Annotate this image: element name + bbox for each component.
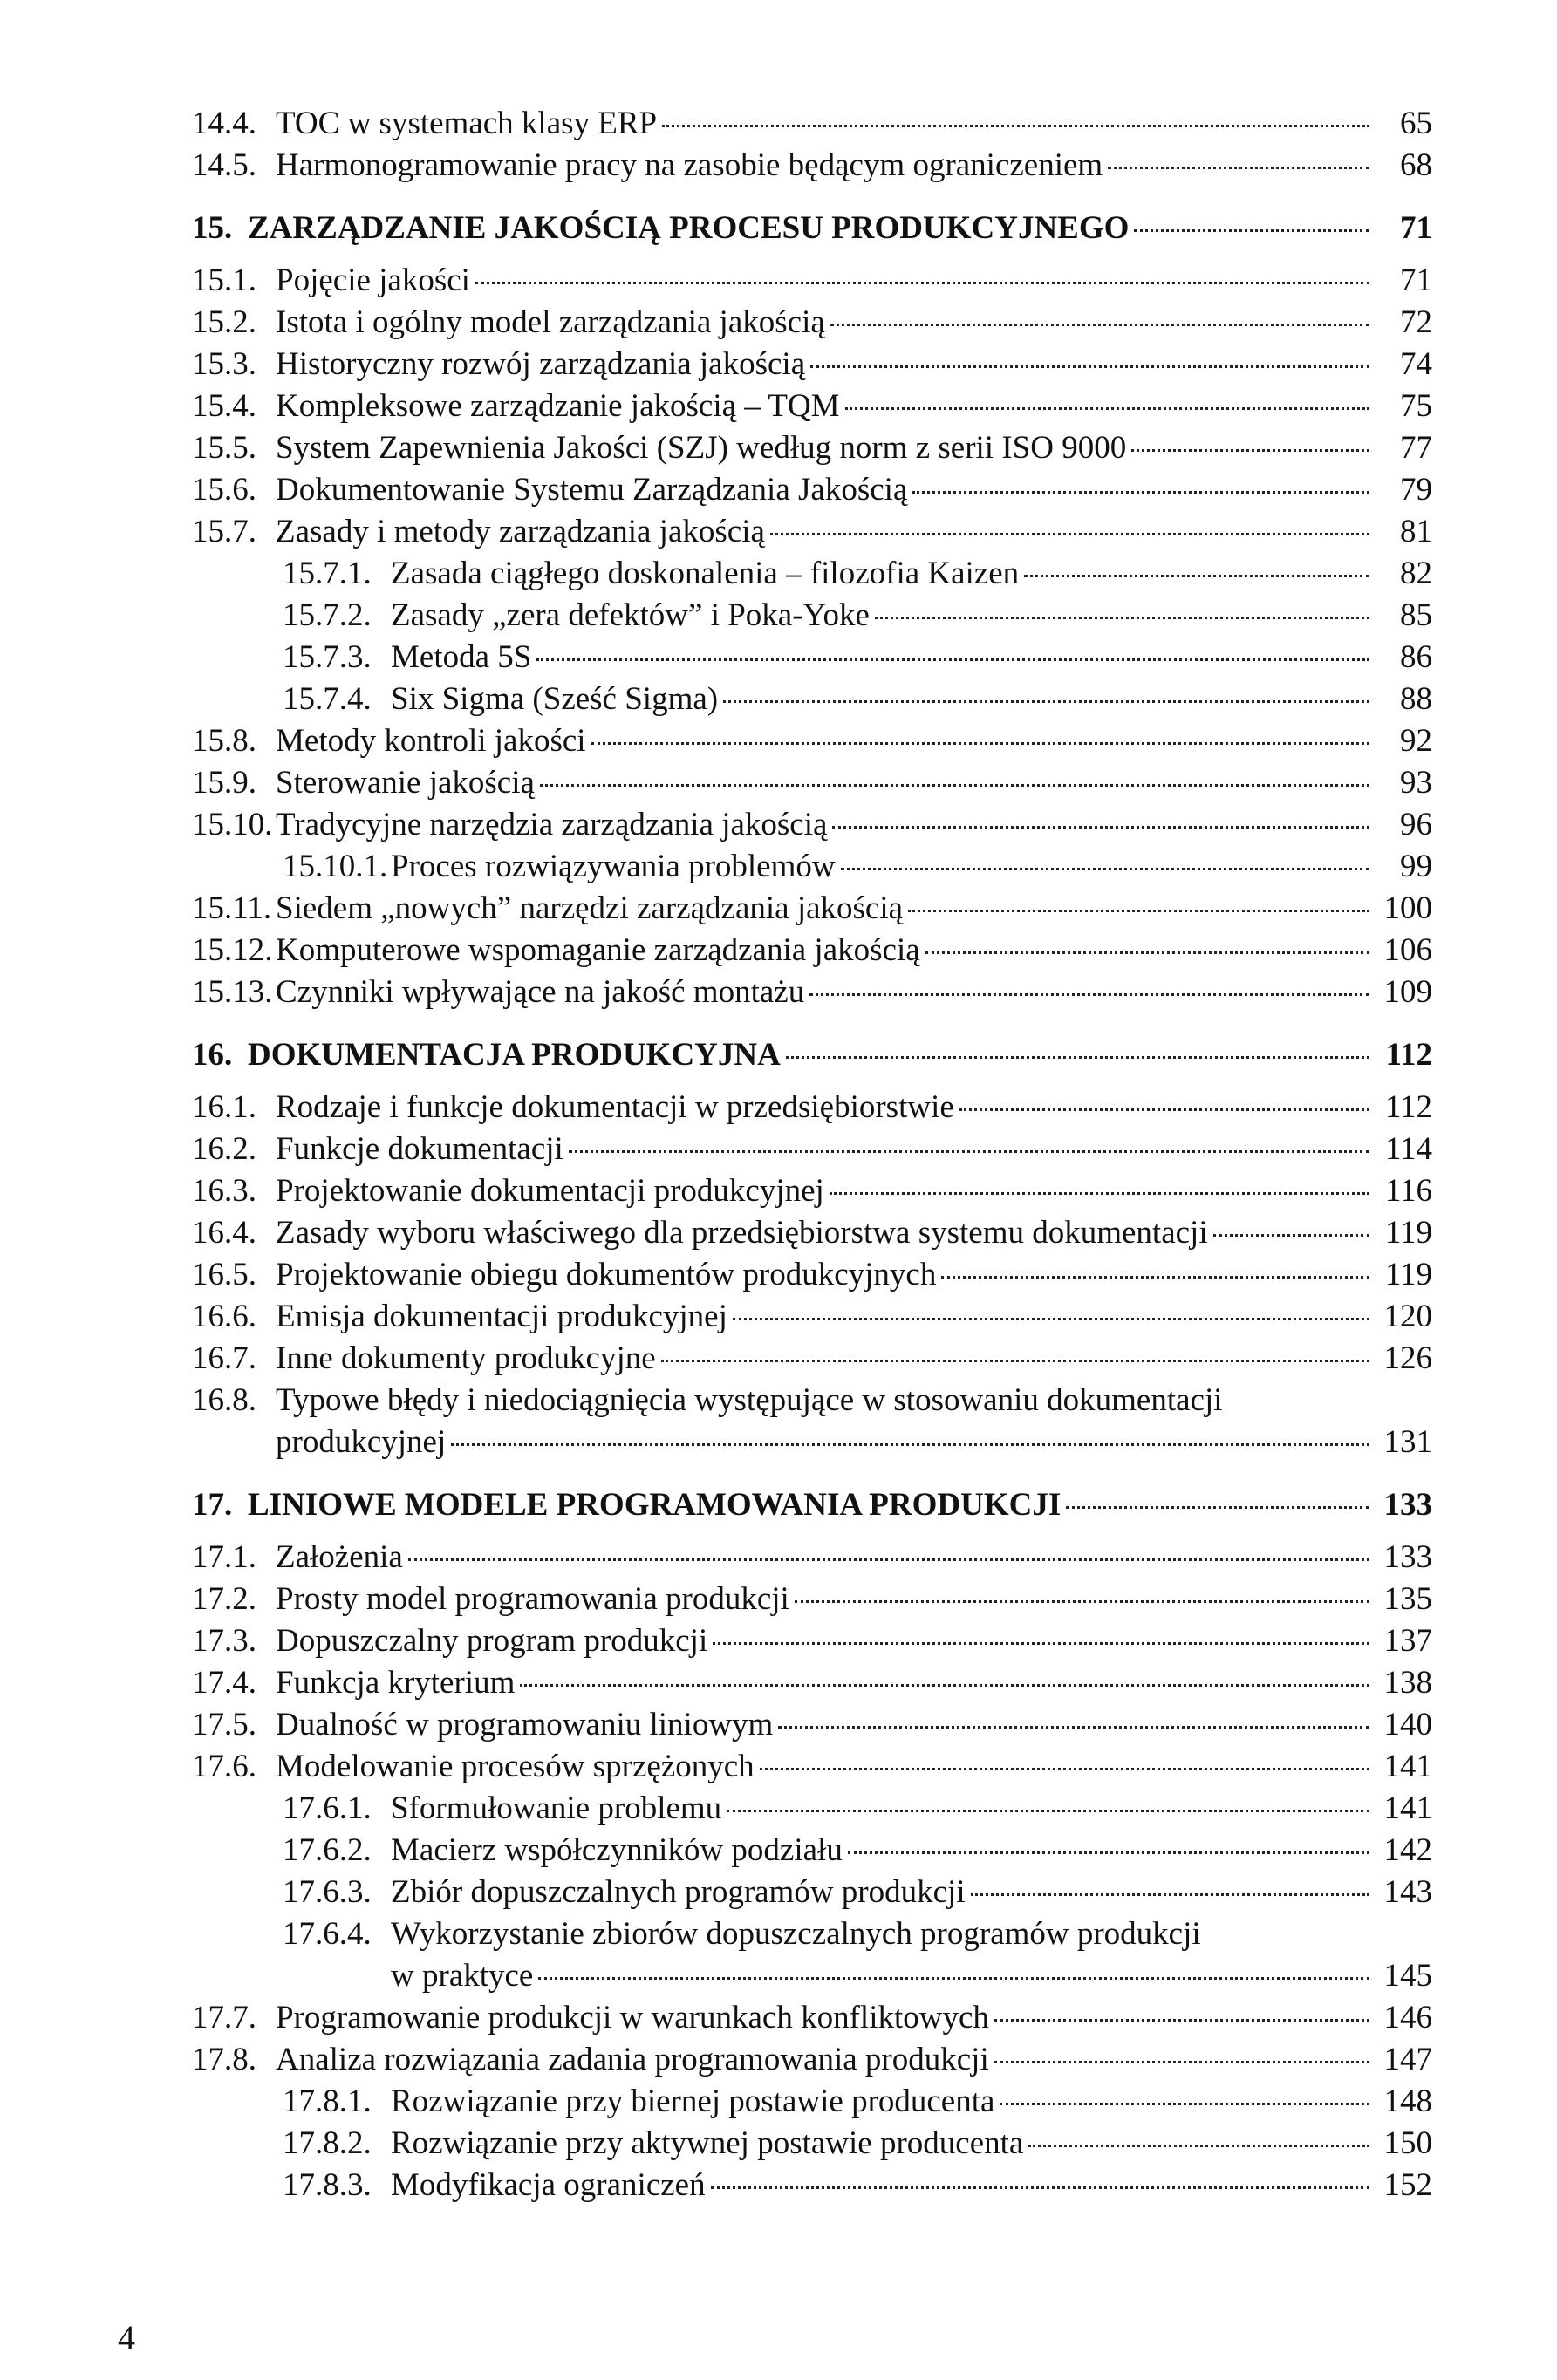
toc-entry-title: Tradycyjne narzędzia zarządzania jakością bbox=[276, 807, 828, 842]
toc-entry bbox=[192, 105, 1432, 147]
toc-entry bbox=[192, 147, 1432, 188]
toc-entry-page: 82 bbox=[1400, 556, 1432, 591]
toc-entry-page: 143 bbox=[1383, 1874, 1432, 1910]
toc-entry bbox=[192, 345, 1432, 387]
toc-entry-number: 17.6.1. bbox=[283, 1790, 372, 1826]
dot-leader bbox=[875, 617, 1369, 619]
toc-entry-number: 16. bbox=[192, 1037, 233, 1073]
toc-entry-title: Metoda 5S bbox=[391, 639, 532, 675]
toc-entry-number: 17.8.1. bbox=[283, 2083, 372, 2119]
toc-entry bbox=[192, 973, 1432, 1015]
toc-entry bbox=[192, 1664, 1432, 1706]
toc-entry-number: 15.7.1. bbox=[283, 556, 372, 591]
toc-entry-page: 75 bbox=[1400, 388, 1432, 424]
toc-entry bbox=[192, 1088, 1432, 1130]
toc-entry-number: 15.6. bbox=[192, 472, 256, 508]
dot-leader bbox=[848, 1851, 1369, 1854]
toc-entry-page: 133 bbox=[1383, 1539, 1432, 1575]
toc-entry-title: Czynniki wpływające na jakość montażu bbox=[276, 974, 805, 1010]
toc-entry-number: 16.2. bbox=[192, 1131, 256, 1167]
dot-leader bbox=[1066, 1506, 1369, 1509]
dot-leader bbox=[809, 993, 1369, 996]
toc-entry-title: Zbiór dopuszczalnych programów produkcji bbox=[391, 1874, 966, 1910]
toc-entry-number: 16.6. bbox=[192, 1299, 256, 1334]
toc-entry-page: 152 bbox=[1383, 2167, 1432, 2203]
dot-leader bbox=[1000, 2103, 1369, 2105]
dot-leader bbox=[925, 951, 1369, 954]
toc-entry-title: Projektowanie dokumentacji produkcyjnej bbox=[276, 1173, 824, 1209]
toc-entry-title: Funkcja kryterium bbox=[276, 1665, 516, 1701]
toc-entry bbox=[283, 848, 1432, 890]
dot-leader bbox=[1131, 449, 1369, 452]
toc-entry-number: 17.3. bbox=[192, 1623, 256, 1659]
toc-entry-number: 16.4. bbox=[192, 1215, 256, 1251]
toc-entry bbox=[283, 1915, 1432, 1957]
dot-leader bbox=[475, 282, 1369, 284]
toc-entry-title: Proces rozwiązywania problemów bbox=[391, 849, 836, 884]
toc-entry-number: 17.8. bbox=[192, 2042, 256, 2077]
toc-entry-page: 141 bbox=[1383, 1749, 1432, 1784]
toc-entry-number: 15.10. bbox=[192, 807, 273, 842]
dot-leader bbox=[569, 1150, 1369, 1153]
toc-entry-title: Komputerowe wspomaganie zarządzania jakością bbox=[276, 932, 920, 968]
toc-entry-title: Rozwiązanie przy biernej postawie producenta bbox=[391, 2083, 995, 2119]
toc-entry-title: Metody kontroli jakości bbox=[276, 723, 586, 759]
toc-entry-page: 86 bbox=[1400, 639, 1432, 675]
toc-entry-page: 100 bbox=[1383, 890, 1432, 926]
toc-entry-page: 71 bbox=[1400, 263, 1432, 298]
dot-leader bbox=[994, 2019, 1369, 2022]
dot-leader bbox=[538, 1977, 1369, 1980]
toc-entry-title: LINIOWE MODELE PROGRAMOWANIA PRODUKCJI bbox=[248, 1487, 1062, 1523]
toc-entry-title: Analiza rozwiązania zadania programowania produkcji bbox=[276, 2042, 989, 2077]
toc-entry-title: Historyczny rozwój zarządzania jakością bbox=[276, 346, 806, 382]
toc-entry-title: Inne dokumenty produkcyjne bbox=[276, 1340, 656, 1376]
toc-entry-page: 71 bbox=[1400, 210, 1432, 246]
toc-entry bbox=[192, 1538, 1432, 1580]
dot-leader bbox=[408, 1558, 1369, 1561]
dot-leader bbox=[994, 2061, 1369, 2063]
toc-entry-number: 15.7. bbox=[192, 514, 256, 549]
toc-entry-title: Kompleksowe zarządzanie jakością – TQM bbox=[276, 388, 840, 424]
dot-leader bbox=[713, 1642, 1369, 1645]
toc-entry-page: 150 bbox=[1383, 2125, 1432, 2161]
toc-entry-page: 146 bbox=[1383, 2000, 1432, 2036]
toc-entry-number: 15.11. bbox=[192, 890, 272, 926]
toc-chapter-entry bbox=[192, 1036, 1432, 1078]
toc-entry-number: 15.7.2. bbox=[283, 597, 372, 633]
dot-leader bbox=[723, 700, 1369, 703]
toc-entry bbox=[283, 2083, 1432, 2124]
toc-entry-number: 15.5. bbox=[192, 430, 256, 466]
toc-entry bbox=[192, 513, 1432, 555]
toc-entry-title: Wykorzystanie zbiorów dopuszczalnych programów produkcji bbox=[391, 1916, 1201, 1952]
toc-entry-title: Six Sigma (Sześć Sigma) bbox=[391, 681, 719, 717]
page-number: 4 bbox=[118, 2318, 135, 2357]
dot-leader bbox=[540, 784, 1369, 787]
toc-entry-number: 15.2. bbox=[192, 304, 256, 340]
toc-entry bbox=[283, 638, 1432, 680]
toc-entry-number: 16.8. bbox=[192, 1382, 256, 1418]
toc-entry bbox=[192, 1706, 1432, 1748]
dot-leader bbox=[830, 1192, 1369, 1195]
toc-entry-page: 126 bbox=[1383, 1340, 1432, 1376]
toc-entry-title: Programowanie produkcji w warunkach konfliktowych bbox=[276, 2000, 989, 2036]
dot-leader bbox=[830, 324, 1369, 326]
toc-entry bbox=[283, 2166, 1432, 2208]
toc-chapter-entry bbox=[192, 209, 1432, 251]
toc-entry-number: 15.10.1. bbox=[283, 849, 388, 884]
toc-entry-page: 114 bbox=[1384, 1131, 1432, 1167]
toc-entry-title: Pojęcie jakości bbox=[276, 263, 470, 298]
dot-leader bbox=[760, 1768, 1369, 1770]
toc-entry-page: 112 bbox=[1385, 1037, 1432, 1073]
dot-leader bbox=[451, 1443, 1369, 1446]
toc-entry-page: 65 bbox=[1400, 106, 1432, 141]
toc-entry-number: 17.7. bbox=[192, 2000, 256, 2036]
dot-leader bbox=[778, 1726, 1369, 1729]
toc-entry-number: 15.13. bbox=[192, 974, 273, 1010]
toc-entry-number: 15. bbox=[192, 210, 233, 246]
toc-entry bbox=[192, 1580, 1432, 1622]
toc-entry bbox=[283, 597, 1432, 638]
toc-entry bbox=[192, 764, 1432, 806]
toc-entry-page: 142 bbox=[1383, 1832, 1432, 1868]
toc-entry-number: 15.8. bbox=[192, 723, 256, 759]
toc-entry-page: 138 bbox=[1383, 1665, 1432, 1701]
dot-leader bbox=[520, 1684, 1369, 1687]
toc-entry-title: Funkcje dokumentacji bbox=[276, 1131, 563, 1167]
toc-entry-number: 17.5. bbox=[192, 1707, 256, 1742]
toc-entry-number: 16.5. bbox=[192, 1257, 256, 1292]
dot-leader bbox=[810, 365, 1369, 368]
toc-entry-title: Dualność w programowaniu liniowym bbox=[276, 1707, 774, 1742]
dot-leader bbox=[1028, 2145, 1369, 2147]
toc-entry-number: 17.1. bbox=[192, 1539, 256, 1575]
toc-entry-page: 116 bbox=[1384, 1173, 1432, 1209]
toc-entry bbox=[192, 1172, 1432, 1214]
toc-entry-number: 17.6.3. bbox=[283, 1874, 372, 1910]
toc-entry-title: Rozwiązanie przy aktywnej postawie producenta bbox=[391, 2125, 1024, 2161]
toc-entry-title: Emisja dokumentacji produkcyjnej bbox=[276, 1299, 727, 1334]
toc-entry-number: 17.4. bbox=[192, 1665, 256, 1701]
toc-entry bbox=[283, 680, 1432, 722]
toc-entry-page: 141 bbox=[1383, 1790, 1432, 1826]
toc-entry-number: 15.7.3. bbox=[283, 639, 372, 675]
toc-entry-title: Typowe błędy i niedociągnięcia występujące w stosowaniu dokumentacji bbox=[276, 1382, 1223, 1418]
toc-entry-title: Sformułowanie problemu bbox=[391, 1790, 722, 1826]
toc-entry-page: 68 bbox=[1400, 147, 1432, 183]
toc-entry-number: 17.6.4. bbox=[283, 1916, 372, 1952]
toc-entry-title: Zasady i metody zarządzania jakością bbox=[276, 514, 765, 549]
toc-entry-title: TOC w systemach klasy ERP bbox=[276, 106, 658, 141]
toc-entry-title: DOKUMENTACJA PRODUKCYJNA bbox=[248, 1037, 781, 1073]
dot-leader bbox=[1108, 167, 1369, 169]
toc-entry-page: 140 bbox=[1383, 1707, 1432, 1742]
toc-entry-title: Rodzaje i funkcje dokumentacji w przedsiębiorstwie bbox=[276, 1089, 954, 1125]
toc-entry-number: 17.6. bbox=[192, 1749, 256, 1784]
toc-entry-page: 119 bbox=[1384, 1257, 1432, 1292]
dot-leader bbox=[795, 1600, 1369, 1603]
toc-entry-page: 85 bbox=[1400, 597, 1432, 633]
toc-entry-title: Dopuszczalny program produkcji bbox=[276, 1623, 708, 1659]
toc-entry-number: 16.1. bbox=[192, 1089, 256, 1125]
dot-leader bbox=[941, 1276, 1369, 1279]
dot-leader bbox=[832, 826, 1369, 829]
toc-entry bbox=[192, 2041, 1432, 2083]
dot-leader bbox=[591, 742, 1369, 745]
toc-entry bbox=[283, 2124, 1432, 2166]
toc-entry-number: 14.5. bbox=[192, 147, 256, 183]
toc-entry-number: 14.4. bbox=[192, 106, 256, 141]
dot-leader bbox=[786, 1056, 1369, 1059]
toc-entry-number: 16.3. bbox=[192, 1173, 256, 1209]
toc-entry-number: 17.6.2. bbox=[283, 1832, 372, 1868]
toc-entry bbox=[283, 1873, 1432, 1915]
toc-entry-title: Macierz współczynników podziału bbox=[391, 1832, 843, 1868]
toc-entry-number: 17.8.2. bbox=[283, 2125, 372, 2161]
toc-entry-number: 16.7. bbox=[192, 1340, 256, 1376]
toc-entry-page: 109 bbox=[1383, 974, 1432, 1010]
toc-entry-number: 15.7.4. bbox=[283, 681, 372, 717]
toc-entry-page: 119 bbox=[1384, 1215, 1432, 1251]
toc-entry-page: 88 bbox=[1400, 681, 1432, 717]
toc-entry-title: Modyfikacja ograniczeń bbox=[391, 2167, 706, 2203]
toc-entry-title: Sterowanie jakością bbox=[276, 765, 535, 801]
dot-leader bbox=[912, 491, 1369, 494]
dot-leader bbox=[662, 125, 1369, 127]
toc-entry-page: 99 bbox=[1400, 849, 1432, 884]
toc-entry-page: 92 bbox=[1400, 723, 1432, 759]
toc-entry bbox=[192, 1381, 1432, 1423]
toc-entry bbox=[283, 555, 1432, 597]
dot-leader bbox=[661, 1360, 1369, 1362]
toc-entry-title: Prosty model programowania produkcji bbox=[276, 1581, 789, 1617]
toc-entry-number: 17.2. bbox=[192, 1581, 256, 1617]
toc-entry bbox=[192, 1999, 1432, 2041]
toc-entry bbox=[192, 1340, 1432, 1381]
toc-entry-page: 147 bbox=[1383, 2042, 1432, 2077]
dot-leader bbox=[727, 1810, 1369, 1812]
dot-leader bbox=[536, 658, 1369, 661]
toc-entry bbox=[192, 931, 1432, 973]
dot-leader bbox=[1134, 229, 1369, 232]
toc-entry-number: 15.3. bbox=[192, 346, 256, 382]
toc-entry bbox=[192, 1130, 1432, 1172]
toc-entry-number: 15.12. bbox=[192, 932, 273, 968]
toc-entry-title: Dokumentowanie Systemu Zarządzania Jakością bbox=[276, 472, 908, 508]
toc-entry bbox=[283, 1831, 1432, 1873]
toc-entry-page: 72 bbox=[1400, 304, 1432, 340]
toc-entry-title: Siedem „nowych” narzędzi zarządzania jakością bbox=[276, 890, 904, 926]
toc-entry-page: 148 bbox=[1383, 2083, 1432, 2119]
toc-entry-title-continuation: w praktyce bbox=[391, 1958, 534, 1994]
toc-entry-page: 106 bbox=[1383, 932, 1432, 968]
toc-entry bbox=[192, 262, 1432, 303]
toc-entry-page: 145 bbox=[1383, 1958, 1432, 1994]
dot-leader bbox=[845, 407, 1369, 410]
toc-entry-title: System Zapewnienia Jakości (SZJ) według norm z serii ISO 9000 bbox=[276, 430, 1127, 466]
dot-leader bbox=[908, 910, 1369, 912]
toc-chapter-entry bbox=[192, 1486, 1432, 1528]
toc-entry bbox=[192, 722, 1432, 764]
toc-entry-page: 77 bbox=[1400, 430, 1432, 466]
toc-entry-page: 133 bbox=[1383, 1487, 1432, 1523]
toc-entry-page: 135 bbox=[1383, 1581, 1432, 1617]
toc-entry-title: Projektowanie obiegu dokumentów produkcyjnych bbox=[276, 1257, 937, 1292]
toc-entry-number: 15.9. bbox=[192, 765, 256, 801]
toc-entry bbox=[192, 387, 1432, 429]
toc-entry bbox=[283, 1790, 1432, 1831]
toc-entry-number: 15.4. bbox=[192, 388, 256, 424]
toc-entry-page: 81 bbox=[1400, 514, 1432, 549]
dot-leader bbox=[770, 533, 1369, 535]
dot-leader bbox=[1213, 1234, 1369, 1237]
toc-entry-title-continuation: produkcyjnej bbox=[276, 1424, 447, 1460]
dot-leader bbox=[733, 1318, 1369, 1320]
toc-entry bbox=[192, 806, 1432, 848]
toc-entry-page: 120 bbox=[1383, 1299, 1432, 1334]
toc-entry bbox=[192, 1298, 1432, 1340]
toc-entry bbox=[192, 471, 1432, 513]
dot-leader bbox=[959, 1108, 1369, 1111]
toc-entry-title: Harmonogramowanie pracy na zasobie będącym ograniczeniem bbox=[276, 147, 1103, 183]
toc-entry-title: Zasady „zera defektów” i Poka-Yoke bbox=[391, 597, 870, 633]
toc-entry-title: Zasada ciągłego doskonalenia – filozofia Kaizen bbox=[391, 556, 1020, 591]
toc-entry-page: 79 bbox=[1400, 472, 1432, 508]
toc-entry bbox=[192, 1214, 1432, 1256]
toc-entry-page: 137 bbox=[1383, 1623, 1432, 1659]
toc-entry-number: 17.8.3. bbox=[283, 2167, 372, 2203]
dot-leader bbox=[971, 1893, 1369, 1896]
toc-entry-page: 96 bbox=[1400, 807, 1432, 842]
toc-entry bbox=[192, 429, 1432, 471]
toc-entry-page: 112 bbox=[1384, 1089, 1432, 1125]
toc-entry-page: 93 bbox=[1400, 765, 1432, 801]
toc-entry bbox=[192, 1748, 1432, 1790]
toc-entry-title: Modelowanie procesów sprzężonych bbox=[276, 1749, 755, 1784]
toc-entry-continuation bbox=[276, 1423, 1432, 1465]
toc-entry-number: 15.1. bbox=[192, 263, 256, 298]
toc-entry-page: 131 bbox=[1383, 1424, 1432, 1460]
toc-entry-title: Założenia bbox=[276, 1539, 403, 1575]
dot-leader bbox=[1024, 575, 1369, 577]
toc-entry-title: Zasady wyboru właściwego dla przedsiębiorstwa systemu dokumentacji bbox=[276, 1215, 1208, 1251]
toc-entry bbox=[192, 890, 1432, 931]
toc-entry bbox=[192, 1256, 1432, 1298]
toc-entry bbox=[192, 1622, 1432, 1664]
toc-entry bbox=[192, 303, 1432, 345]
dot-leader bbox=[841, 868, 1369, 870]
dot-leader bbox=[711, 2186, 1369, 2189]
toc-entry-title: Istota i ogólny model zarządzania jakością bbox=[276, 304, 825, 340]
toc-entry-page: 74 bbox=[1400, 346, 1432, 382]
toc-entry-title: ZARZĄDZANIE JAKOŚCIĄ PROCESU PRODUKCYJNEGO bbox=[248, 210, 1130, 246]
toc-entry-continuation bbox=[391, 1957, 1432, 1999]
toc-entry-number: 17. bbox=[192, 1487, 233, 1523]
